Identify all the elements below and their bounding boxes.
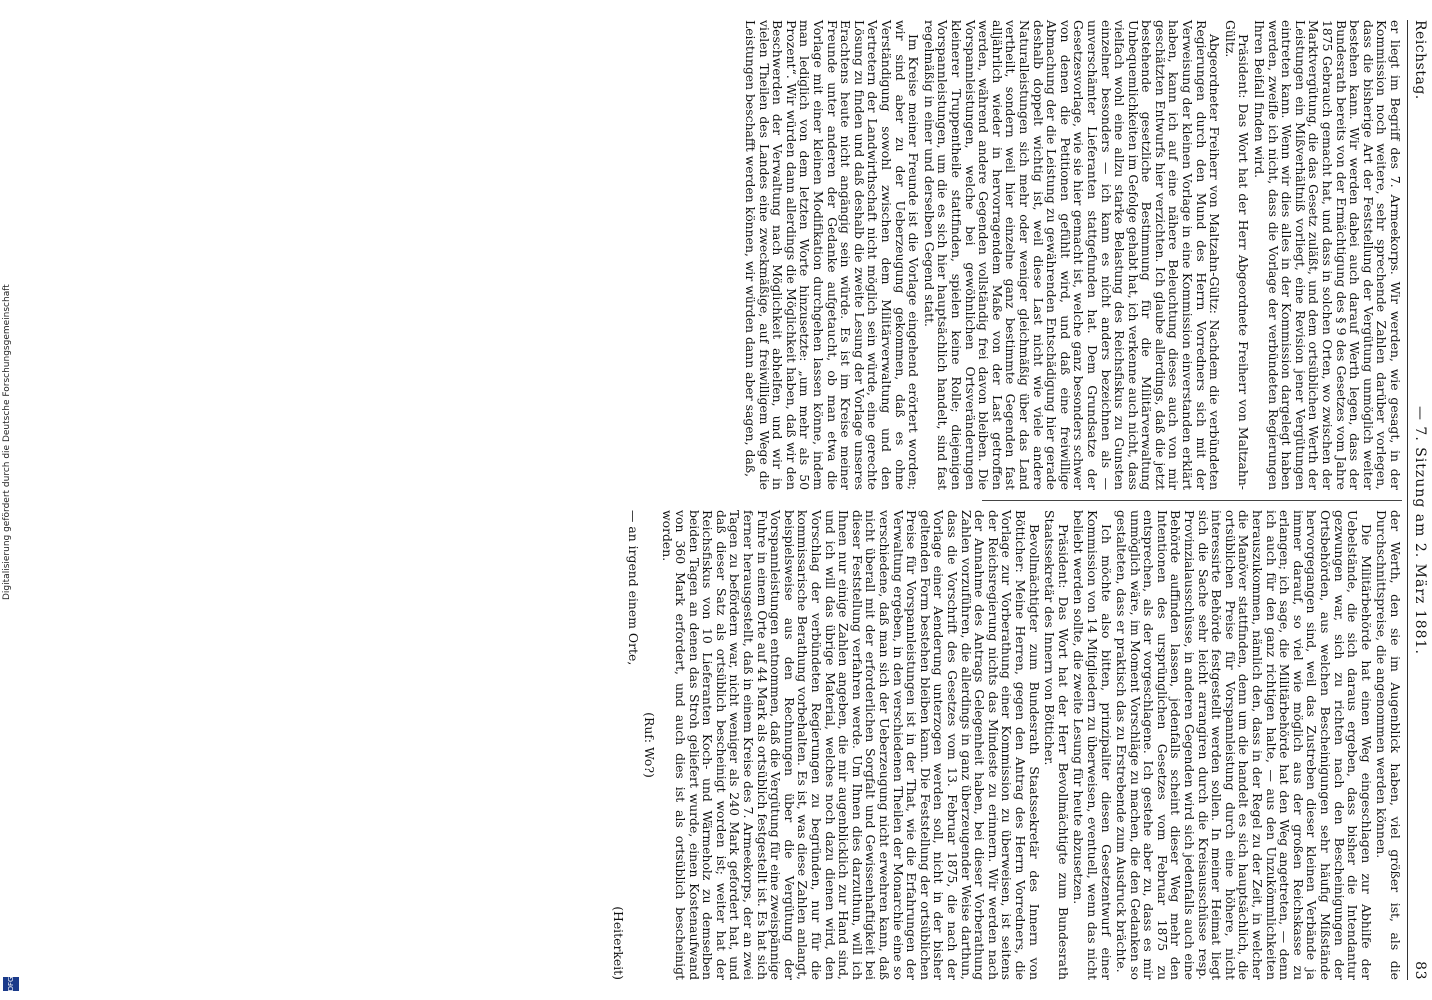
header-rule (1407, 20, 1408, 980)
page-number: 83 (1411, 961, 1428, 980)
left-column (742, 20, 1403, 490)
header-left: Reichstag. (1411, 20, 1428, 100)
paragraph: er liegt im Begriff des 7. Armeekorps. Wir werden, wie gesagt, in der Kommission noch weitere, sehr sprechende Zahlen darüber vorlegen, dass die bisherige Art der Feststellung der Vergütung unmöglich weiter bestehen kann. Wir werden dabei auch darauf Werth legen, dass der Bundesrath bereits von der Ermächtigung des § 9 des Gesetzes vom Jahre 1875 Gebrauch gemacht hat, und dass in solchen Orten, wo zwischen der Marktvergütung, die das Gesetz zuläßt, und dem ortsüblichen Werth der Leistungen ein Mißverhältniß vorliegt, eine Revision jener Vergütungen eintreten kann. Wenn wir dies alles in der Kommission dargelegt haben werden, zweifle ich nicht, dass die Vorlage der verbündeten Regierungen Ihren Beifall finden wird. (1252, 20, 1403, 490)
paragraph: Bevollmächtigter zum Bundesrath Staatssekretär des Innern von Bötticher: Meine Herren, gegen den Antrag des Herrn Vorredners, die Vorlage zur Vorberathung einer Kommission zu überweisen, ist seitens der Reichsregierung nichts das Mindeste zu erinnern. Wir werden nach der Annahme des Antrags Gelegenheit haben, bei dieser Vorberathung Zahlen vorzuführen, die allerdings in ganz überzeugender Weise darthun, dass die Vorschrift des Gesetzes vom 13. Februar 1875, die nach der Vorlage einer Aenderung unterzogen werden soll, nicht in der bisher geltenden Form bestehen bleiben kann. Die Feststellung der ortsüblichen Preise für Vorspannleistungen ist in der That, wie die Erfahrungen der Verwaltung ergeben, in den verschiedenen Theilen der Monarchie eine so verschiedene, daß man sich der Ueberzeugung nicht erwehren kann, daß nicht überall mit der erforderlichen Sorgfalt und Gewissenhaftigkeit bei dieser Feststellung verfahren werde. Um Ihnen dies darzuthun, will ich Ihnen nur einige Zahlen angeben, die mir augenblicklich zur Hand sind, und ich will das übrige Material, welches noch dazu dienen wird, den Vorschlag der verbündeten Regierungen zu begründen, nur für die kommissarische Berathung vorbehalten. Es ist, was diese Zahlen anlangt, beispielsweise aus den Rechnungen über die Vergütung der Vorspannleistungen entnommen, daß die Vergütung für eine zweispännige Fuhre in einem Orte auf 44 Mark als ortsüblich festgestellt ist. Es hat sich ferner herausgestellt, daß in einem Kreise des 7. Armeekorps, der an zwei Tagen zu befördern war, nicht weniger als 240 Mark gefordert hat, und daß dieser Satz als ortsüblich bescheinigt worden ist; weiter hat der Reichsfiskus von 10 Lieferanten Koch- und Wärmeholz zu demselben beiden Tagen an denen das Stroh geliefert wurde, einen Kostenaufwand von 360 Mark erfordert, und auch dies ist als ortsüblich bescheinigt worden. (659, 510, 1042, 980)
paragraph: Die Militärbehörde hat einen Weg eingeschlagen zur Abhilfe der Uebelstände, die sich daraus ergeben, dass bisher die Intendantur gezwungen war, sich zu richten nach den Bescheinigungen der Ortsbehörden, aus welchen Bescheinigungen sehr häufig Mißstände hervorgegangen sind, weil das Zustreben dieser kleinen Verbände ja immer darauf, so viel wie möglich aus der großen Reichskasse zu erlangen; ich sage, die Militärbehörde hat den Weg angetreten, — denn ich auch für den ganz richtigen halte, — aus den Unzukömmlichkeiten herauszukommen, nämlich den, dass in der Regel zu der Zeit, in welcher die Manöver stattfinden, denn um die handelt es sich hauptsächlich, die ortsüblichen Preise für Vorspannleistung durch eine höhere, nicht interessirte Behörde festgestellt werden sollen. In meiner Heimat liegt sich die Sache sehr leicht arrangiren durch die Kreisausschüsse resp. Provinzialausschüsse, in anderen Gegenden wird sich jedenfalls auch eine Behörde auffinden lassen, jedenfalls scheint dieser Weg mehr den Intentionen des ursprünglichen Gesetzes vom Februar 1875 zu entsprechen, als der vorgeschlagene. Ich gestehe aber zu, dass es mir unmöglich wäre, im Moment Vorschläge zu machen, die den Gedanken so gestalteten, dass er praktisch das zu Erstrebende zum Ausdruck brächte. (1114, 510, 1374, 980)
paragraph: Abgeordneter Freiherr von Maltzahn-Gültz: Nachdem die verbündeten Regierungen durch den Mund des Herrn Vorredners sich mit der Verweisung der kleinen Vorlage in eine Kommission einverstanden erklärt haben, kann ich auf eine nähere Beleuchtung dieses auch von mir geschätzten Entwurfs hier verzichten. Ich glaube allerdings, daß die jetzt bestehende gesetzliche Bestimmung für die Militärverwaltung Unbequemlichkeiten im Gefolge gehabt hat, ich verkenne auch nicht, dass vielfach wohl eine allzu starke Belastung des Reichsfiskus zu Gunsten einzelner besonders — ich kann es nicht anders bezeichnen als — unverschämter Lieferanten stattgefunden hat. Dem Grundsatze der Gesetzesvorlage, wie sie hier gemacht ist, welche ganz besonders schwer von denen die Petitionen gefühlt wird, und daß eine freiwillige Abmachung der die Leistung zu gewährenden Entschädigung hier gerade deshalb doppelt wichtig ist, weil diese Last nicht wie viele andere Naturalleistungen sich mehr oder weniger gleichmäßig über das Land vertheilt, sondern weil hier einzelne ganz bestimmte Gegenden fast alljährlich wieder in hervorragendem Maße von der Last getroffen werden, während andere Gegenden vollständig frei davon bleiben. Die Vorspannleistungen, welche bei gewöhnlichen Ortsveränderungen kleinerer Truppentheile stattfinden, spielen keine Rolle; diejenigen Vorspannleistungen, um die es sich hier hauptsächlich handelt, sind fast regelmäßig in einer und derselben Gegend statt. (921, 20, 1223, 490)
digitization-credit: Digitalisierung gefördert durch die Deutsche Forschungsgemeinschaft (2, 284, 12, 600)
dfg-logo-icon: DFG (3, 977, 19, 991)
paragraph: Präsident: Das Wort hat der Herr Abgeordnete Freiherr von Maltzahn-Gültz. (1222, 20, 1252, 490)
header-center: — 7. Sitzung am 2. März 1881. (1411, 405, 1428, 655)
paragraph: Im Kreise meiner Freunde ist die Vorlage eingehend erörtert worden; wir sind aber zu der Ueberzeugung gekommen, daß es ohne Verständigung sowohl zwischen dem Militärverwaltung und den Vertretern der Landwirthschaft nicht möglich sein würde, eine gerechte Lösung zu finden und daß deshalb die zweite Lesung der Vorlage unseres Erachtens heute nicht angängig sein würde. Es ist im Kreise meiner Freunde unter anderen der Gedanke aufgetaucht, ob man etwa die Vorlage mit einer kleinen Modifikation durchgehen lassen könne, indem man lediglich von dem letzten Worte hinzusetzte: „um mehr als 50 Prozent“. Wir würden dann allerdings die Möglichkeit haben, daß wir den Beschwerden der Verwaltung nach Möglichkeit abhelfen, und wir in vielen Theilen des Landes eine zweckmäßige, auf freiwilligem Wege die Leistungen beschafft werden können, wir würden dann aber sagen, daß, (743, 20, 922, 490)
running-header (1408, 20, 1430, 980)
scanned-page (110, 0, 1432, 1000)
interjection: (Heiterkeit) (610, 906, 626, 980)
interjection: (Ruf: Wo?) (641, 712, 657, 778)
paragraph: — an irgend einem Orte, (626, 510, 642, 666)
paragraph: Ich möchte also bitten, prinzipaliter diesen Gesetzentwurf einer Kommission von 14 Mitgliedern zu überweisen, eventuell, wenn das nicht beliebt werden sollte, die zweite Lesung für heute abzusetzen. (1071, 510, 1114, 980)
paragraph: der Werth, den sie im Augenblick haben, viel größer ist, als die Durchschnittspreise, die angenommen werden können. (1374, 510, 1403, 980)
rotated-page-content (220, 20, 1430, 980)
paragraph: Präsident: Das Wort hat der Herr Bevollmächtigte zum Bundesrath Staatssekretär des Innern von Bötticher. (1042, 510, 1071, 980)
column-divider (982, 500, 1402, 501)
digitization-sidebar (0, 0, 22, 1000)
right-column (609, 510, 1402, 980)
